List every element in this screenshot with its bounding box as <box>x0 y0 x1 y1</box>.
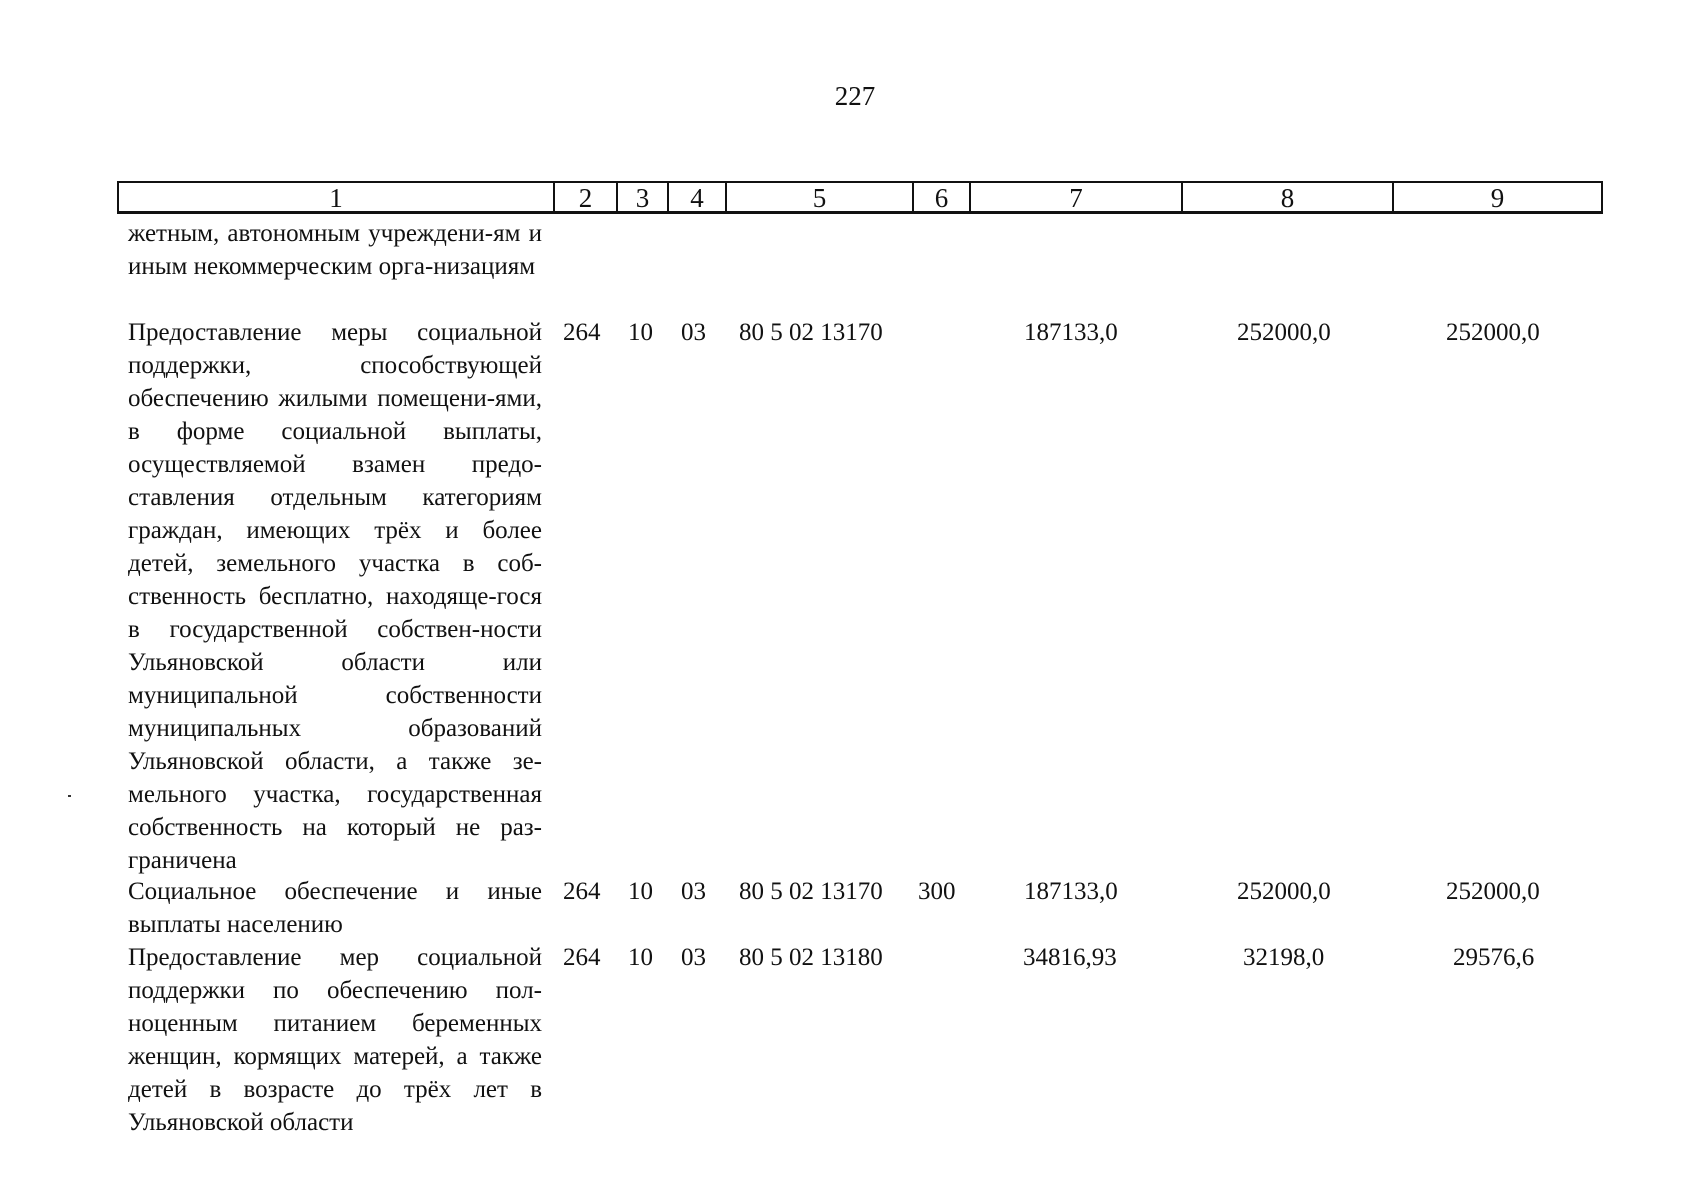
row-2-col-4: 03 <box>681 878 706 905</box>
row-2-col-7: 187133,0 <box>1024 878 1118 905</box>
row-2-description: Социальное обеспечение и иные выплаты населению <box>128 878 542 938</box>
header-col-5: 5 <box>727 183 914 211</box>
row-1-col-9: 252000,0 <box>1446 319 1540 346</box>
row-2-col-8: 252000,0 <box>1237 878 1331 905</box>
row-1-description: Предоставление меры социальной поддержки, способствующей обеспечению жилыми помещени-ями, в форме социальной выплаты, осуществляемой взамен предо-ставления отдельным категориям граждан, имеющих трёх и более детей, земельного участка в соб-ственность бесплатно, находяще-гося в государственной собствен-ности Ульяновской области или муниципальной собственности муниципальных образований Ульяновской области, а также зе-мельного участка, государственная собственность на который не раз-граничена <box>128 319 542 874</box>
row-2-col-3: 10 <box>628 878 653 905</box>
header-col-3: 3 <box>618 183 669 211</box>
row-2-col-2: 264 <box>563 878 601 905</box>
header-col-8: 8 <box>1183 183 1394 211</box>
header-col-9: 9 <box>1490 183 1505 213</box>
row-1-col-2: 264 <box>563 319 601 346</box>
row-1-col-4: 03 <box>681 319 706 346</box>
row-1-col-8: 252000,0 <box>1237 319 1331 346</box>
row-3-col-2: 264 <box>563 944 601 971</box>
row-1-col-5: 80 5 02 13170 <box>739 319 883 346</box>
header-col-6: 6 <box>914 183 971 211</box>
row-1-col-3: 10 <box>628 319 653 346</box>
row-3-col-9: 29576,6 <box>1453 944 1535 971</box>
table-header <box>117 181 1603 214</box>
row-0-description: жетным, автономным учреждени-ям и иным некоммерческим орга-низациям <box>128 220 542 280</box>
row-2-col-5: 80 5 02 13170 <box>739 878 883 905</box>
row-2-col-9: 252000,0 <box>1446 878 1540 905</box>
row-1-col-7: 187133,0 <box>1024 319 1118 346</box>
row-3-col-4: 03 <box>681 944 706 971</box>
row-3-description: Предоставление мер социальной поддержки по обеспечению пол-ноценным питанием беременных женщин, кормящих матерей, а также детей в возрасте до трёх лет в Ульяновской области <box>128 944 542 1136</box>
row-3-col-3: 10 <box>628 944 653 971</box>
header-col-7: 7 <box>971 183 1183 211</box>
row-3-col-7: 34816,93 <box>1023 944 1117 971</box>
row-2-col-6: 300 <box>918 878 956 905</box>
header-col-1: 1 <box>119 183 555 211</box>
header-col-2: 2 <box>555 183 618 211</box>
row-3-col-5: 80 5 02 13180 <box>739 944 883 971</box>
margin-mark <box>68 795 71 797</box>
header-col-4: 4 <box>669 183 727 211</box>
row-3-col-8: 32198,0 <box>1243 944 1325 971</box>
page-number: 227 <box>834 81 876 111</box>
